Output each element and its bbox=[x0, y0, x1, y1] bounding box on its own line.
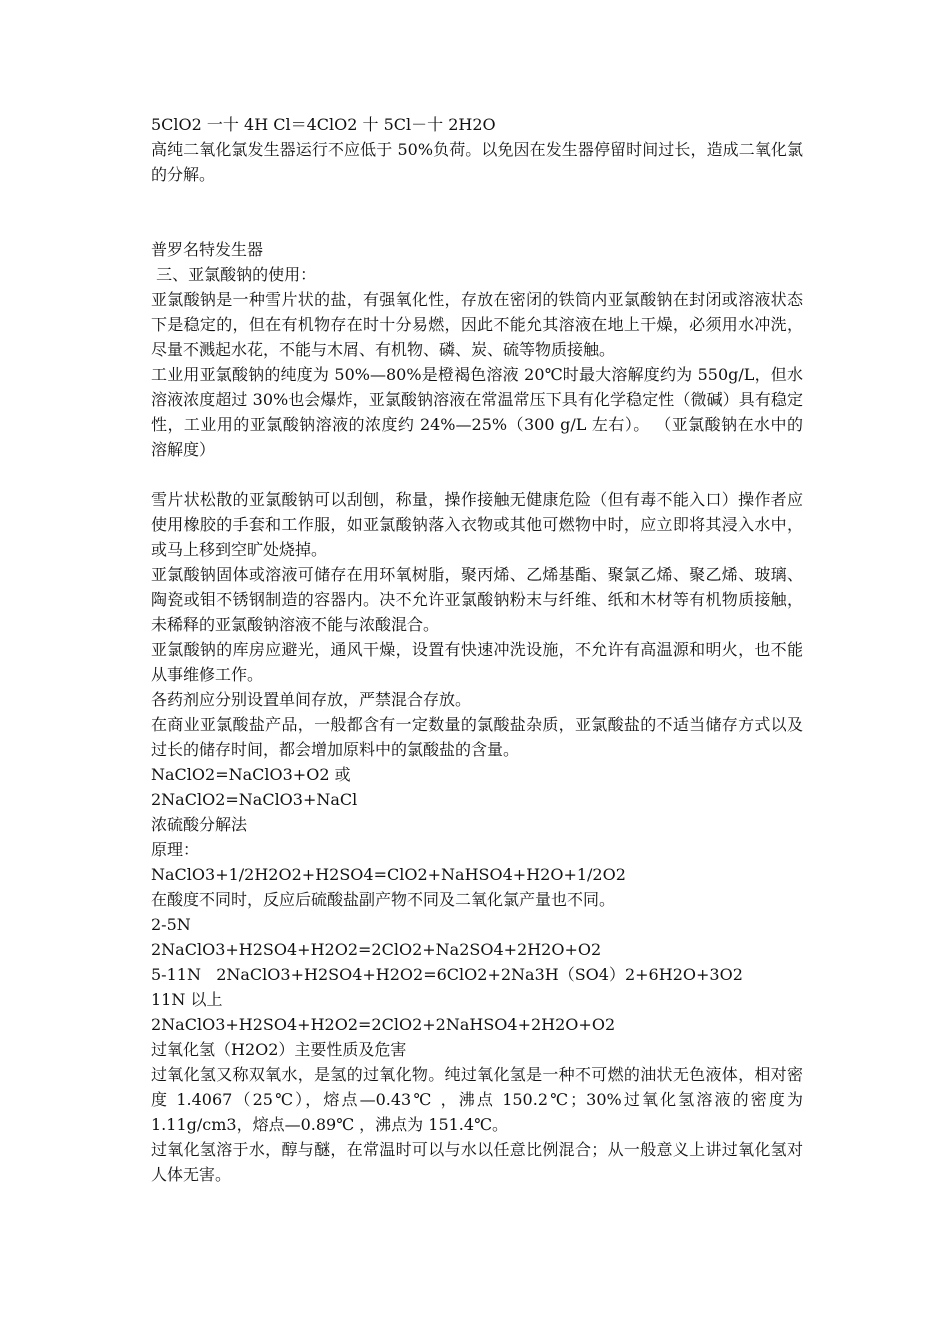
document-body bbox=[151, 112, 803, 1187]
section-heading-sodium-chlorite: 三、亚氯酸钠的使用： bbox=[151, 265, 317, 284]
paragraph-storage-containers: 亚氯酸钠固体或溶液可储存在用环氧树脂，聚丙烯、乙烯基酯、聚氯乙烯、聚乙烯、玻璃、陶瓷或钼不锈钢制造的容器内。决不允许亚氯酸钠粉末与纤维、纸和木材等有机物质接触，未稀释的亚氯酸钠溶液不能与浓酸混合。 bbox=[151, 565, 803, 634]
paragraph-warehouse: 亚氯酸钠的库房应避光，通风干燥，设置有快速冲洗设施，不允许有高温源和明火，也不能从事维修工作。 bbox=[151, 640, 803, 684]
equation-line: NaClO2=NaClO3+O2 或 bbox=[151, 765, 351, 784]
equation-line: NaClO3+1/2H2O2+H2SO4=ClO2+NaHSO4+H2O+1/2O2 bbox=[151, 865, 626, 884]
spacer bbox=[151, 462, 803, 487]
equation-line: 2NaClO3+H2SO4+H2O2=2ClO2+Na2SO4+2H2O+O2 bbox=[151, 940, 602, 959]
equation-line: 2NaClO2=NaClO3+NaCl bbox=[151, 790, 358, 809]
paragraph-separate-storage: 各药剂应分别设置单间存放，严禁混合存放。 bbox=[151, 690, 472, 709]
acidity-range-label: 11N 以上 bbox=[151, 990, 223, 1009]
paragraph-acidity: 在酸度不同时，反应后硫酸盐副产物不同及二氧化氯产量也不同。 bbox=[151, 890, 616, 909]
paragraph-handling: 雪片状松散的亚氯酸钠可以刮刨，称量，操作接触无健康危险（但有毒不能入口）操作者应使用橡胶的手套和工作服，如亚氯酸钠落入衣物或其他可燃物中时，应立即将其浸入水中，或马上移到空旷处烧掉。 bbox=[151, 490, 803, 559]
equation-line: 2NaClO3+H2SO4+H2O2=2ClO2+2NaHSO4+2H2O+O2 bbox=[151, 1015, 616, 1034]
paragraph-generator-load: 高纯二氧化氯发生器运行不应低于 50%负荷。以免因在发生器停留时间过长，造成二氧化氯的分解。 bbox=[151, 140, 803, 184]
paragraph-sodium-chlorite-properties: 亚氯酸钠是一种雪片状的盐，有强氧化性，存放在密闭的铁筒内亚氯酸钠在封闭或溶液状态下是稳定的，但在有机物存在时十分易燃，因此不能允其溶液在地上干燥，必须用水冲洗，尽量不溅起水花，不能与木屑、有机物、磷、炭、硫等物质接触。 bbox=[151, 290, 803, 359]
acidity-range-label: 2-5N bbox=[151, 915, 191, 934]
paragraph-peroxide-solubility: 过氧化氢溶于水，醇与醚，在常温时可以与水以任意比例混合；从一般意义上讲过氧化氢对人体无害。 bbox=[151, 1140, 803, 1184]
paragraph-industrial-purity: 工业用亚氯酸钠的纯度为 50%—80%是橙褐色溶液 20℃时最大溶解度约为 550g/L，但水溶液浓度超过 30%也会爆炸，亚氯酸钠溶液在常温常压下具有化学稳定性（微碱）具有稳定性，工业用的亚氯酸钠溶液的浓度约 24%—25%（300 g/L 左右）。 （亚氯酸钠在水中的溶解度） bbox=[151, 365, 803, 459]
section-heading-sulfuric-method: 浓硫酸分解法 bbox=[151, 815, 248, 834]
paragraph-chlorate-impurity: 在商业亚氯酸盐产品，一般都含有一定数量的氯酸盐杂质，亚氯酸盐的不适当储存方式以及过长的储存时间，都会增加原料中的氯酸盐的含量。 bbox=[151, 715, 803, 759]
section-label-prominent-generator: 普罗名特发生器 bbox=[151, 240, 264, 259]
section-heading-hydrogen-peroxide: 过氧化氢（H2O2）主要性质及危害 bbox=[151, 1040, 407, 1059]
spacer bbox=[151, 187, 803, 237]
paragraph-peroxide-properties: 过氧化氢又称双氧水，是氢的过氧化物。纯过氧化氢是一种不可燃的油状无色液体，相对密度 1.4067（25℃），熔点—0.43℃ ，沸点 150.2℃；30%过氧化氢溶液的密度为 1.11g/cm3，熔点—0.89℃ ，沸点为 151.4℃。 bbox=[151, 1065, 803, 1134]
reaction-equation: 5ClO2 一十 4H Cl＝4ClO2 十 5Cl－十 2H2O bbox=[151, 115, 496, 134]
label-principle: 原理： bbox=[151, 840, 200, 859]
equation-line: 5-11N 2NaClO3+H2SO4+H2O2=6ClO2+2Na3H（SO4）2+6H2O+3O2 bbox=[151, 965, 743, 984]
